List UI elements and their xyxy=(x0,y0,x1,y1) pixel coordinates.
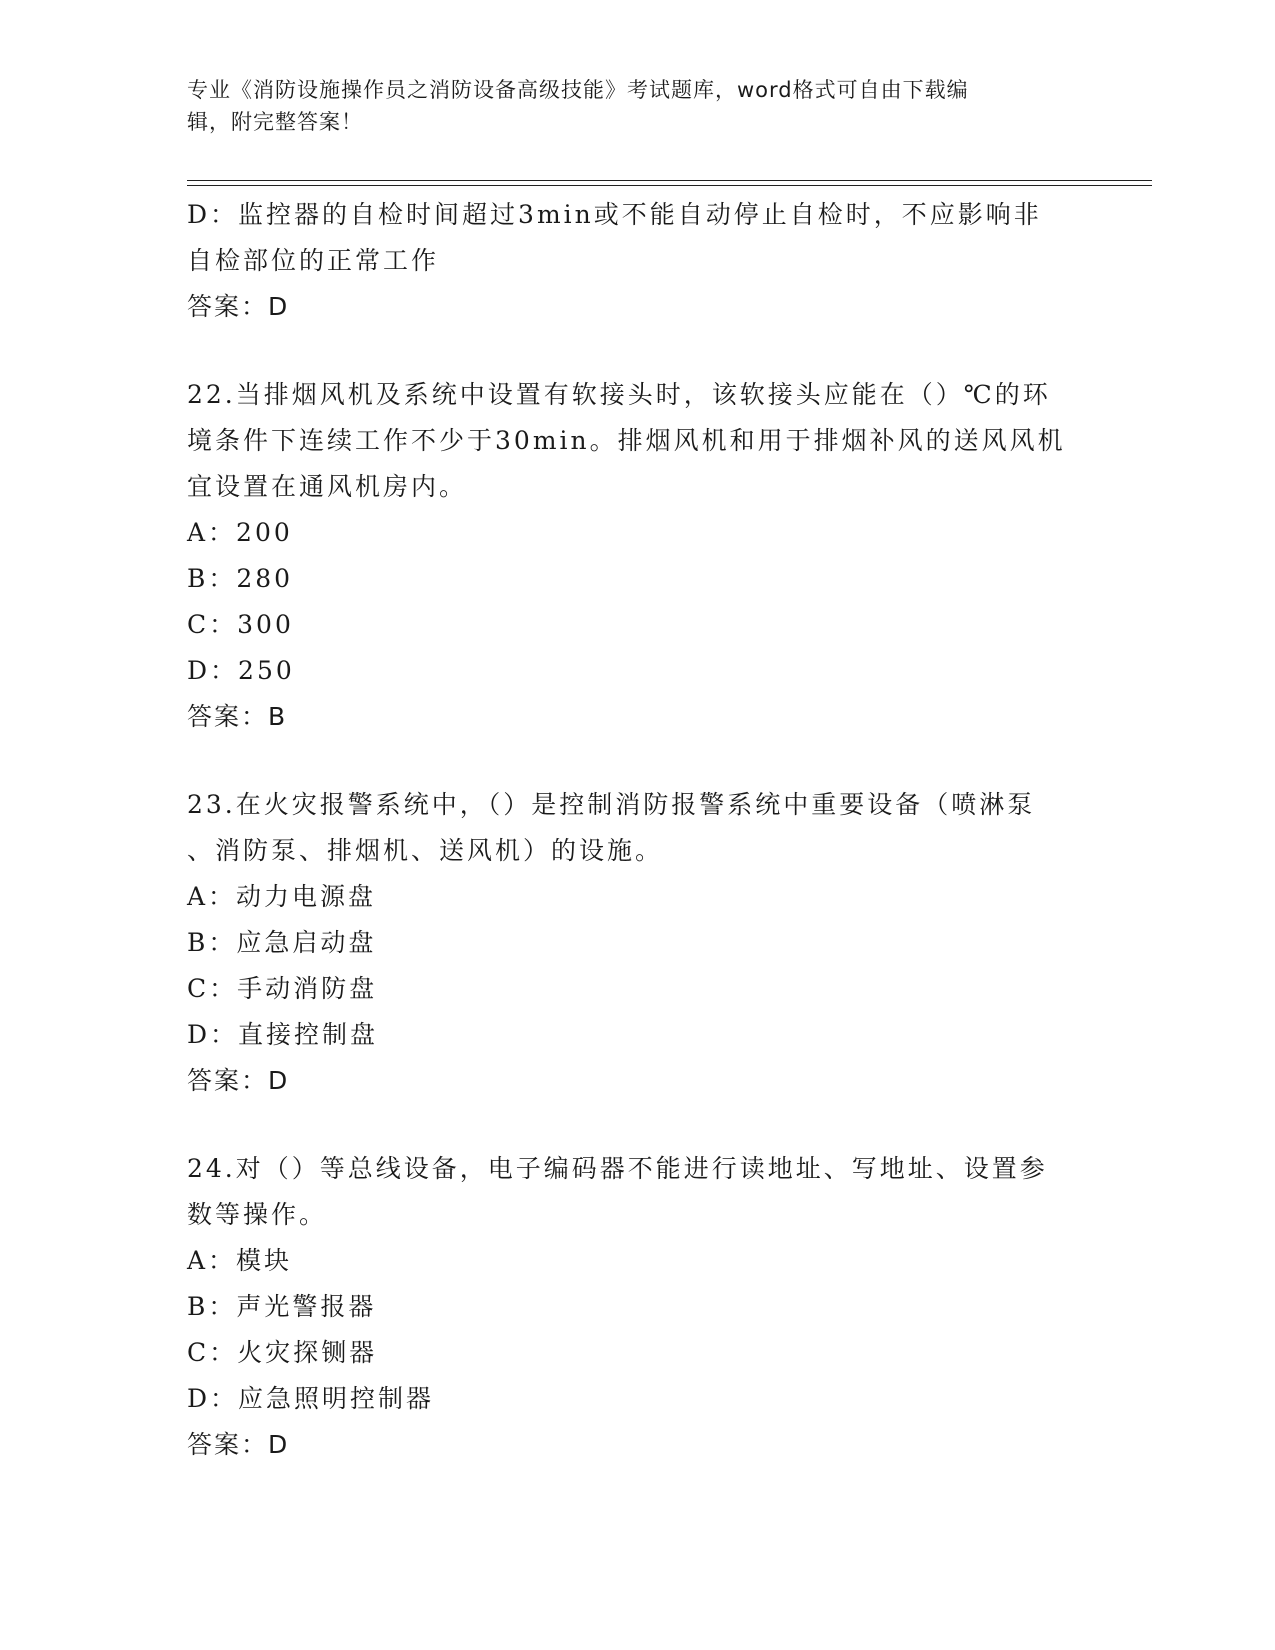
q22-answer: 答案：B xyxy=(187,702,288,731)
q23-option-c: C：手动消防盘 xyxy=(187,974,378,1003)
question-23 xyxy=(187,782,1087,1104)
q23-answer: 答案：D xyxy=(187,1066,290,1095)
q22-option-c: C：300 xyxy=(187,610,294,639)
q24-answer: 答案：D xyxy=(187,1430,290,1459)
q21-answer: 答案：D xyxy=(187,292,290,321)
document-header xyxy=(187,74,1067,138)
q23-option-b: B：应急启动盘 xyxy=(187,928,377,957)
q23-stem-line: 23.在火灾报警系统中，（）是控制消防报警系统中重要设备（喷淋泵 xyxy=(187,790,1036,819)
q21-option-d-line-1: D：监控器的自检时间超过3min或不能自动停止自检时，不应影响非 xyxy=(187,200,1042,229)
question-22 xyxy=(187,372,1087,740)
header-rule-top xyxy=(187,180,1152,181)
q24-stem-line: 数等操作。 xyxy=(187,1200,328,1229)
question-24 xyxy=(187,1146,1087,1468)
q24-option-d: D：应急照明控制器 xyxy=(187,1384,435,1413)
question-list xyxy=(187,192,1087,1468)
q21-option-d-line-2: 自检部位的正常工作 xyxy=(187,246,440,275)
header-rule-bottom xyxy=(187,185,1152,186)
q22-stem-line: 宜设置在通风机房内。 xyxy=(187,472,468,501)
q24-option-a: A：模块 xyxy=(187,1246,293,1275)
q22-option-b: B：280 xyxy=(187,564,294,593)
question-21-tail xyxy=(187,192,1087,330)
q24-option-c: C：火灾探铡器 xyxy=(187,1338,378,1367)
q24-option-b: B：声光警报器 xyxy=(187,1292,377,1321)
q22-stem-line: 境条件下连续工作不少于30min。排烟风机和用于排烟补风的送风风机 xyxy=(187,426,1066,455)
q23-option-a: A：动力电源盘 xyxy=(187,882,377,911)
q23-option-d: D：直接控制盘 xyxy=(187,1020,379,1049)
header-line-1: 专业《消防设施操作员之消防设备高级技能》考试题库，word格式可自由下载编 xyxy=(187,78,969,102)
q22-option-d: D：250 xyxy=(187,656,295,685)
header-line-2: 辑，附完整答案！ xyxy=(187,110,363,134)
q22-stem-line: 22.当排烟风机及系统中设置有软接头时，该软接头应能在（）℃的环 xyxy=(187,380,1051,409)
q24-stem-line: 24.对（）等总线设备，电子编码器不能进行读地址、写地址、设置参 xyxy=(187,1154,1048,1183)
q23-stem-line: 、消防泵、排烟机、送风机）的设施。 xyxy=(187,836,664,865)
q22-option-a: A：200 xyxy=(187,518,293,547)
